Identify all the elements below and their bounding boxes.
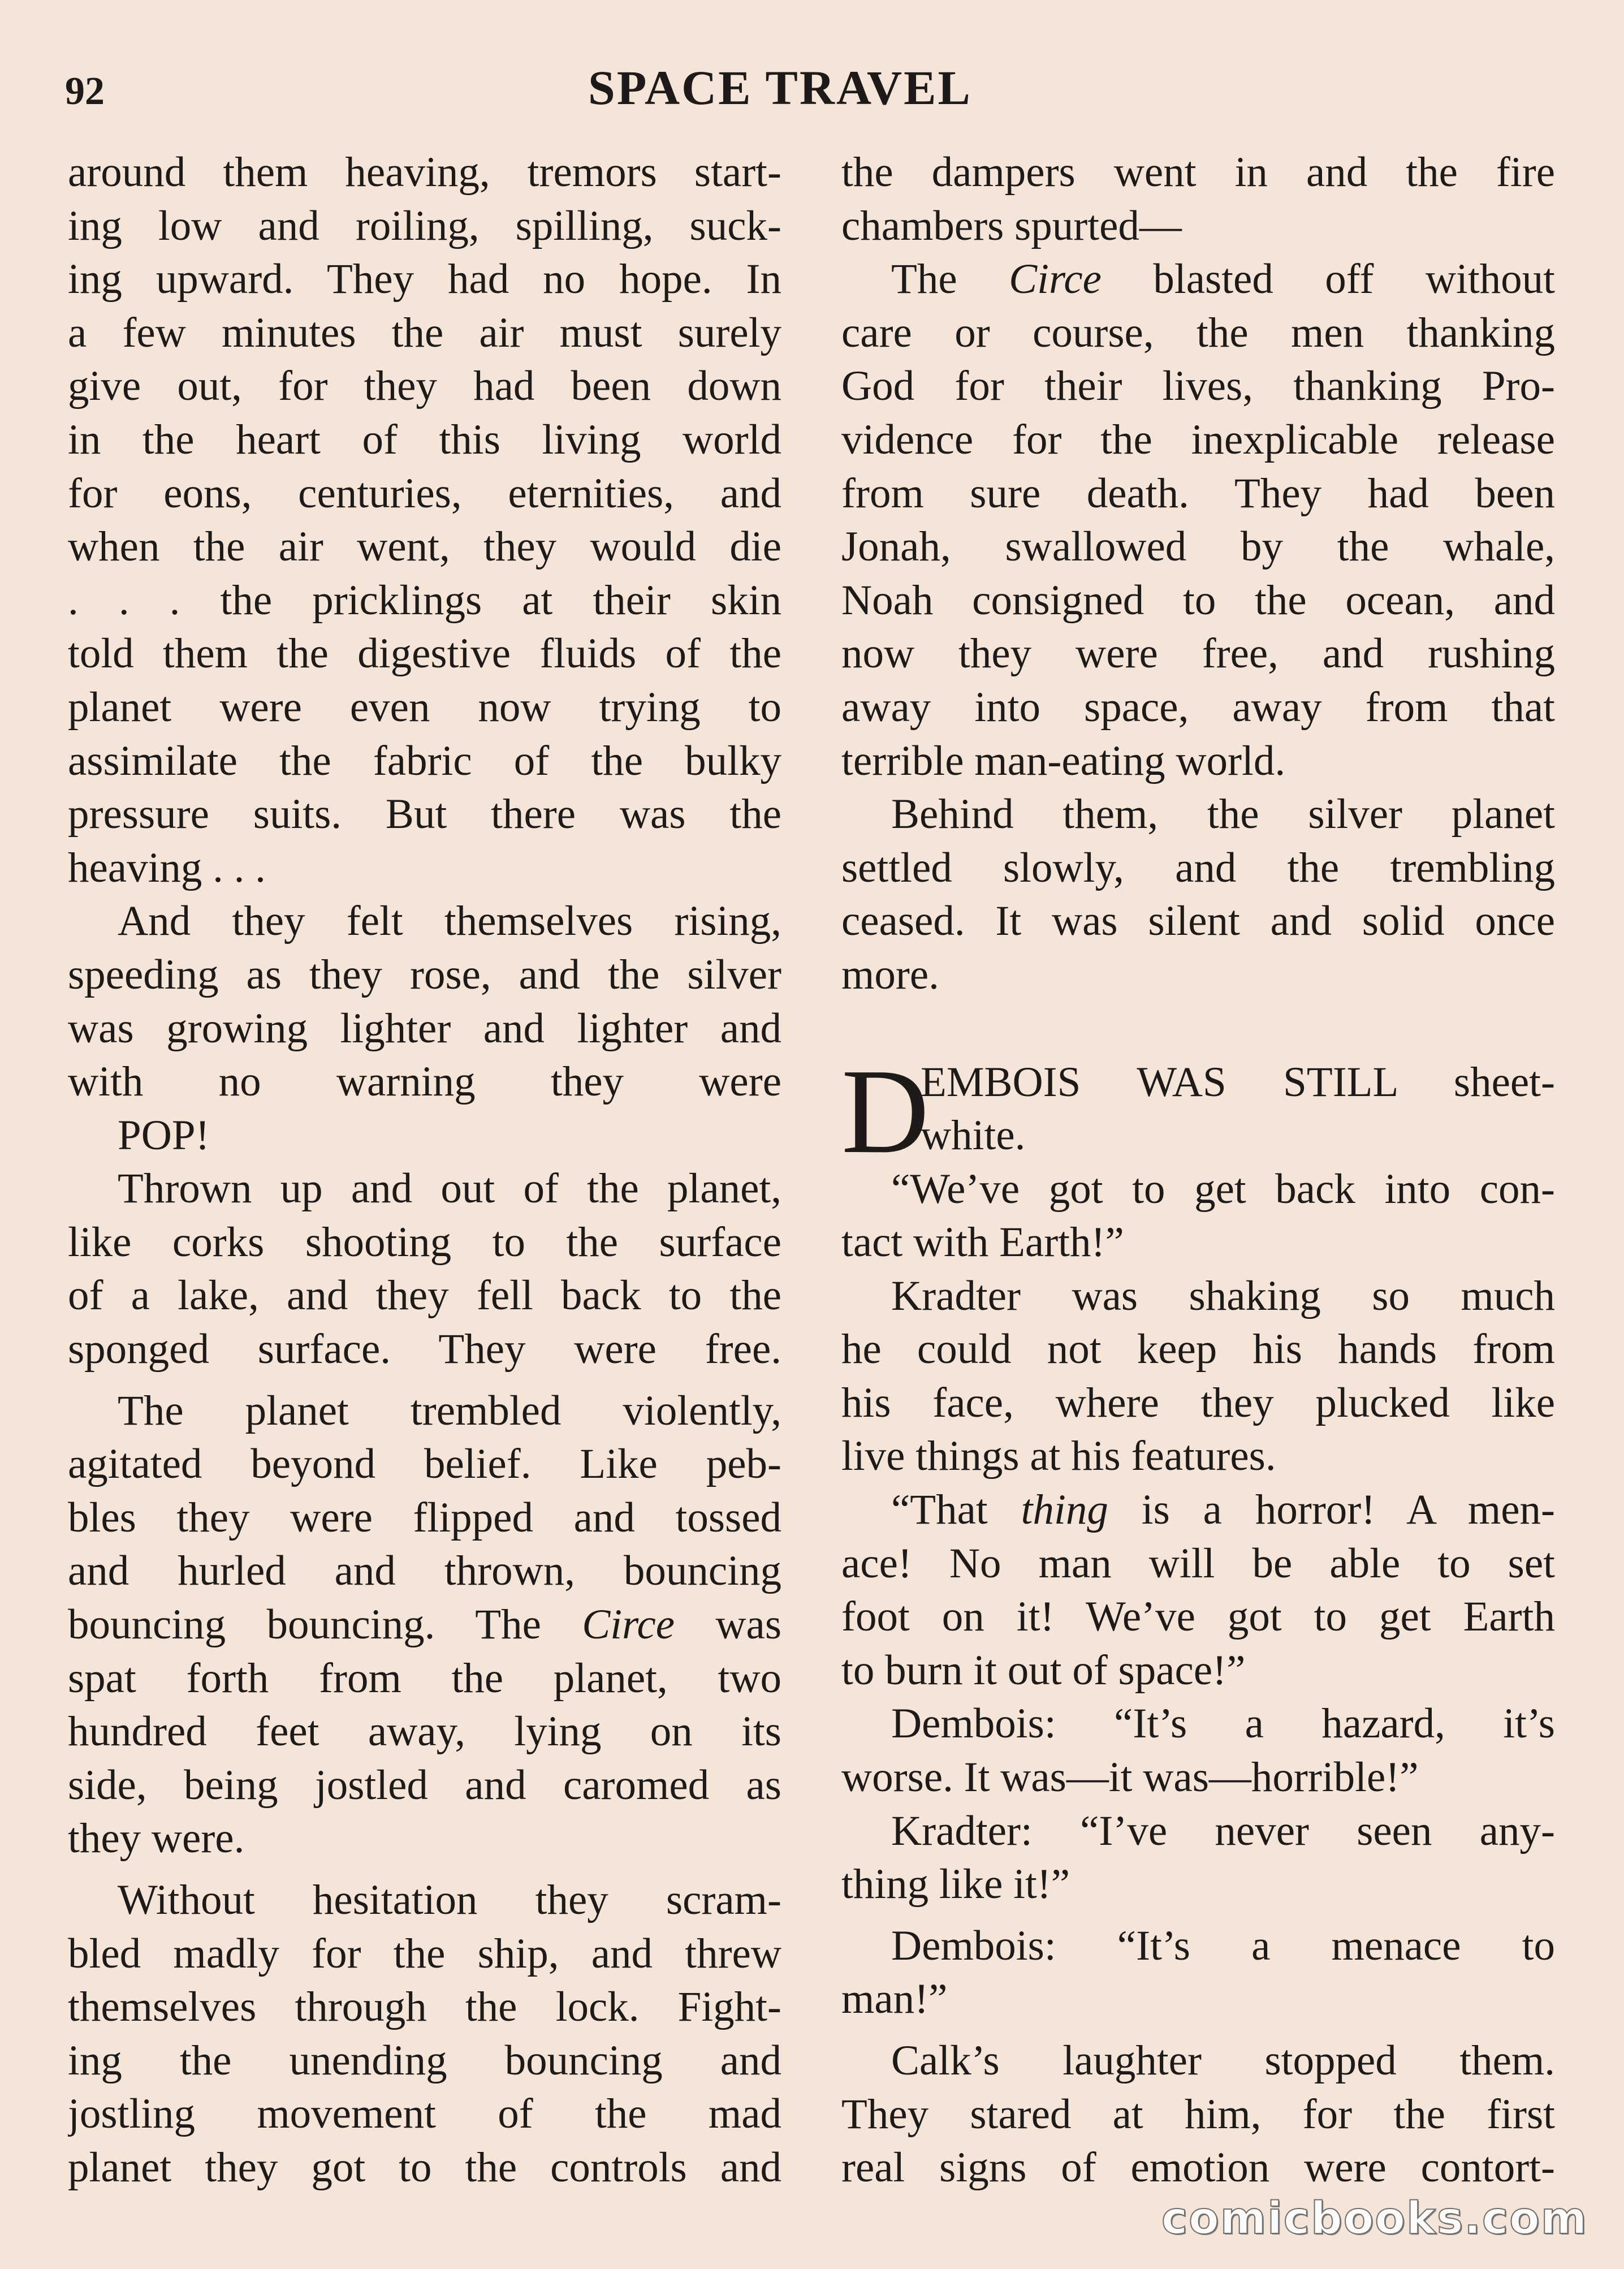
text-line: assimilate the fabric of the bulky <box>68 737 781 784</box>
text-line: settled slowly, and the trembling <box>841 844 1555 891</box>
text-line: Dembois: “It’s a hazard, it’s <box>891 1700 1555 1748</box>
text-line: thing like it!” <box>841 1861 1070 1908</box>
paragraph-spacer <box>841 1912 1555 1919</box>
italic-word: thing <box>1021 1486 1108 1534</box>
text-line mixed-line <box>68 1598 781 1652</box>
text-line: away into space, away from that <box>841 683 1555 731</box>
text-line: sponged surface. They were free. <box>68 1326 781 1373</box>
text-line: jostling movement of the mad <box>68 2090 781 2138</box>
paragraph-spacer <box>68 1866 781 1874</box>
text-line: Jonah, swallowed by the whale, <box>841 523 1555 571</box>
text-line: The planet trembled violently, <box>118 1387 781 1434</box>
left-text-column <box>68 146 781 2195</box>
text-line: his face, where they plucked like <box>841 1379 1555 1426</box>
text-line: terrible man-eating world. <box>841 737 1286 784</box>
text-line: for eons, centuries, eternities, and <box>68 469 781 517</box>
text-line: and hurled and thrown, bouncing <box>68 1547 781 1595</box>
right-text-column <box>841 146 1555 2195</box>
text-line: “We’ve got to get back into con- <box>891 1165 1555 1213</box>
text-line: give out, for they had been down <box>68 363 781 410</box>
text-line mixed-line <box>841 253 1555 307</box>
text-segment: bouncing bouncing. The <box>68 1601 541 1649</box>
text-line: he could not keep his hands from <box>841 1326 1555 1373</box>
text-line: now they were free, and rushing <box>841 630 1555 678</box>
text-line: bles they were flipped and tossed <box>68 1494 781 1541</box>
drop-cap-lines <box>921 1056 1555 1163</box>
text-line: Thrown up and out of the planet, <box>118 1165 781 1213</box>
text-line: planet were even now trying to <box>68 683 781 731</box>
text-segment: was <box>715 1601 781 1649</box>
paragraph-spacer <box>68 1377 781 1384</box>
text-line: ceased. It was silent and solid once <box>841 898 1555 945</box>
text-line: side, being jostled and caromed as <box>68 1761 781 1809</box>
text-line: ace! No man will be able to set <box>841 1539 1555 1587</box>
site-watermark: comicbooks.com <box>1161 2193 1588 2244</box>
text-line: ing upward. They had no hope. In <box>68 256 781 303</box>
text-line: They stared at him, for the first <box>841 2090 1555 2138</box>
text-line: planet they got to the controls and <box>68 2143 781 2191</box>
text-line: from sure death. They had been <box>841 469 1555 517</box>
text-line: foot on it! We’ve got to get Earth <box>841 1593 1555 1641</box>
text-line: hundred feet away, lying on its <box>68 1708 781 1755</box>
text-line: Behind them, the silver planet <box>891 791 1555 838</box>
text-line: of a lake, and they fell back to the <box>68 1272 781 1319</box>
text-line: the dampers went in and the fire <box>841 149 1555 196</box>
text-line: ing low and roiling, spilling, suck- <box>68 202 781 249</box>
text-line: chambers spurted— <box>841 202 1182 249</box>
text-line: ing the unending bouncing and <box>68 2037 781 2084</box>
text-segment: is a horror! A men- <box>1141 1486 1555 1534</box>
text-line: themselves through the lock. Fight- <box>68 1983 781 2031</box>
text-line: more. <box>841 951 939 998</box>
text-line: in the heart of this living world <box>68 416 781 463</box>
text-segment: blasted off without <box>1153 256 1555 303</box>
ship-name-italic: Circe <box>582 1601 675 1649</box>
drop-cap: D <box>841 1043 930 1179</box>
text-line: bled madly for the ship, and threw <box>68 1930 781 1977</box>
text-line: vidence for the inexplicable release <box>841 416 1555 463</box>
text-line: Kradter: “I’ve never seen any- <box>891 1807 1555 1854</box>
text-line: God for their lives, thanking Pro- <box>841 363 1555 410</box>
text-line: pressure suits. But there was the <box>68 791 781 838</box>
text-line: POP! <box>118 1111 210 1159</box>
text-segment: “That <box>891 1486 988 1534</box>
text-line: Calk’s laughter stopped them. <box>891 2037 1555 2084</box>
text-line: was growing lighter and lighter and <box>68 1004 781 1052</box>
text-line: to burn it out of space!” <box>841 1646 1246 1694</box>
text-line: told them the digestive fluids of the <box>68 630 781 678</box>
text-line: around them heaving, tremors start- <box>68 149 781 196</box>
text-line: live things at his features. <box>841 1433 1276 1480</box>
text-line: care or course, the men thanking <box>841 309 1555 356</box>
text-line: Noah consigned to the ocean, and <box>841 576 1555 624</box>
text-line: speeding as they rose, and the silver <box>68 951 781 998</box>
text-line: a few minutes the air must surely <box>68 309 781 356</box>
text-line: Kradter was shaking so much <box>891 1272 1555 1319</box>
text-line: they were. <box>68 1815 245 1862</box>
text-line: heaving . . . <box>68 844 266 891</box>
text-segment: The <box>891 256 957 303</box>
text-line: spat forth from the planet, two <box>68 1654 781 1702</box>
text-line: . . . the pricklings at their skin <box>68 576 781 624</box>
text-line: man!” <box>841 1975 948 2023</box>
page-number: 92 <box>65 70 105 113</box>
paragraph-spacer <box>841 2026 1555 2034</box>
text-line: worse. It was—it was—horrible!” <box>841 1754 1419 1801</box>
text-line: when the air went, they would die <box>68 523 781 571</box>
section-opening <box>841 1043 1555 1179</box>
text-line: And they felt themselves rising, <box>118 898 781 945</box>
text-line: like corks shooting to the surface <box>68 1218 781 1266</box>
text-line: Without hesitation they scram- <box>118 1877 781 1923</box>
text-line: EMBOIS WAS STILL sheet- <box>921 1058 1555 1106</box>
section-break <box>841 1002 1555 1056</box>
text-line: agitated beyond belief. Like peb- <box>68 1440 781 1488</box>
ship-name-italic: Circe <box>1009 256 1102 303</box>
text-line: real signs of emotion were contort- <box>841 2144 1555 2192</box>
running-head-title: SPACE TRAVEL <box>588 61 972 115</box>
text-line: with no warning they were <box>68 1058 781 1106</box>
text-line: tact with Earth!” <box>841 1219 1124 1266</box>
text-line: white. <box>921 1112 1026 1159</box>
text-line: Dembois: “It’s a menace to <box>891 1922 1555 1969</box>
text-line mixed-line <box>841 1483 1555 1537</box>
